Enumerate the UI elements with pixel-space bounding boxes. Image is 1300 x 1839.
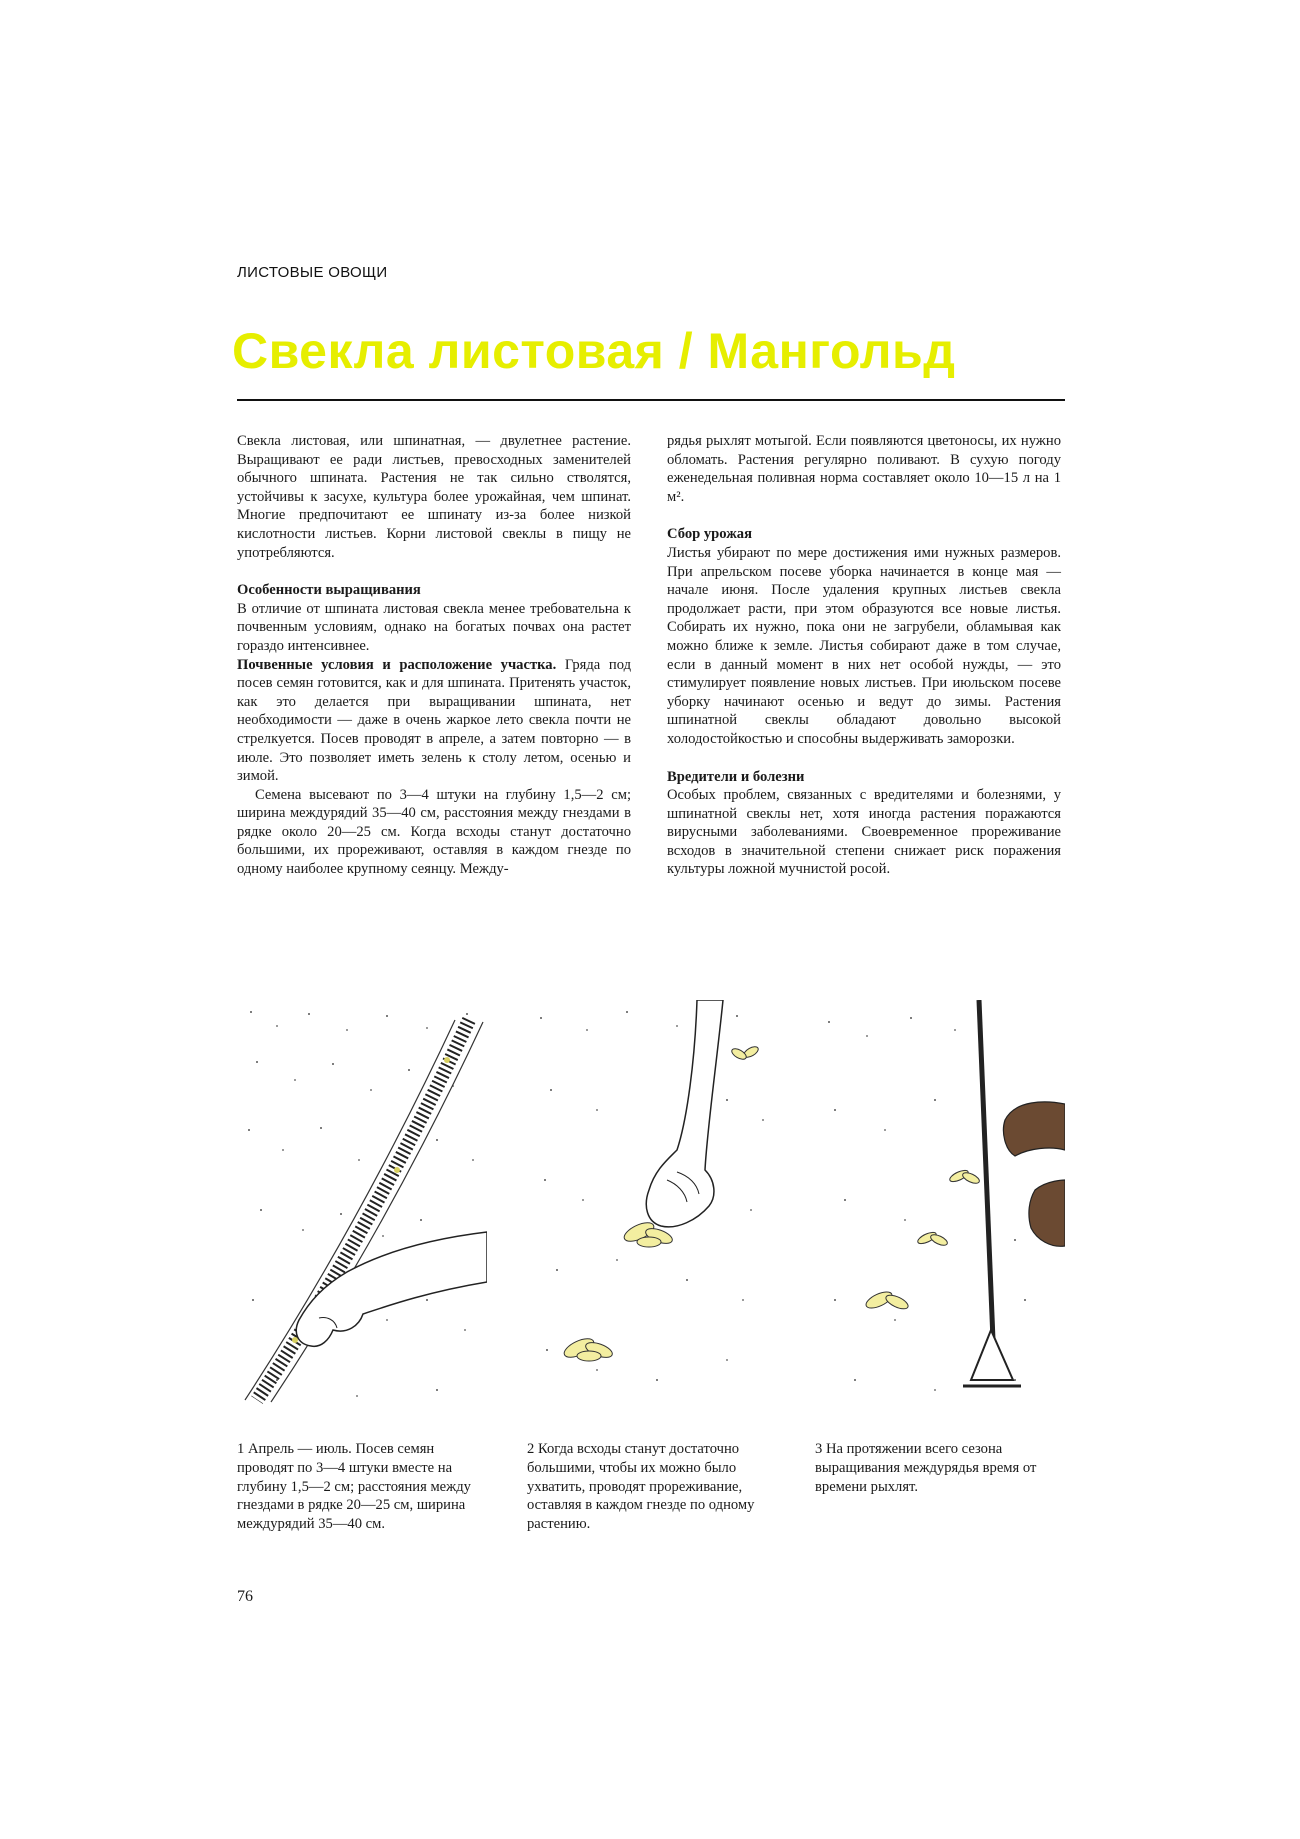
caption-3 xyxy=(815,1440,1065,1496)
soil-paragraph xyxy=(237,656,631,786)
page-number: 76 xyxy=(237,1588,253,1605)
continuation-paragraph: рядья рыхлят мотыгой. Если появляются цветоносы, их нужно обломать. Растения регулярно поливают. В сухую погоду еженедельная поливная норма составляет около 10—15 л на 1 м². xyxy=(667,433,1061,505)
thinning-hand xyxy=(646,1000,723,1227)
seedling xyxy=(562,1335,615,1361)
caption-2 xyxy=(527,1440,767,1534)
seed-drill-row xyxy=(257,1020,469,1400)
illustration-thinning xyxy=(527,1000,777,1410)
growing-heading: Особенности выращивания xyxy=(237,582,421,599)
growing-paragraph: В отличие от шпината листовая свекла менее требовательна к почвенным условиям, однако на богатых почвах она растет гораздо интенсивнее. xyxy=(237,600,631,654)
caption-1 xyxy=(237,1440,487,1534)
caption-number: 2 xyxy=(527,1441,535,1457)
harvest-heading: Сбор урожая xyxy=(667,526,753,543)
right-column xyxy=(667,432,1061,879)
harvest-paragraph: Листья убирают по мере достижения ими нужных размеров. При апрельском посеве уборка начинается в конце мая — начале июня. После удаления крупных листьев свекла продолжает расти, при этом образуются все новые листья. Собирать их нужно, пока они не загрубели, обламывая как можно ближе к земле. Листья собирают даже в том случае, если в данный момент в них нет особой нужды, — это стимулирует появление новых листьев. При июльском посеве уборку начинают осенью и ведут до зимы. Растения шпинатной свеклы обладают довольно высокой холодостойкостью и способны выдерживать заморозки. xyxy=(667,544,1061,747)
hoe-blade xyxy=(971,1330,1013,1380)
illustrations xyxy=(237,1000,1065,1410)
pests-heading: Вредители и болезни xyxy=(667,768,805,785)
hoe-handle xyxy=(979,1000,993,1340)
seedling xyxy=(948,1168,981,1185)
section-label: ЛИСТОВЫЕ ОВОЩИ xyxy=(237,264,388,281)
sowing-paragraph: Семена высевают по 3—4 штуки на глубину 1,5—2 см; ширина междурядий 35—40 см, расстояния между гнездами в рядке около 20—25 см. Когда всходы станут достаточно большими, их прореживают, оставляя в каждом гнезде по одному наиболее крупному сеянцу. Между- xyxy=(237,786,631,878)
soil-speckle xyxy=(828,1017,1026,1391)
seedling xyxy=(916,1230,949,1247)
pests-paragraph: Особых проблем, связанных с вредителями и болезнями, у шпинатной свеклы нет, хотя иногда растения поражаются вирусными заболеваниями. Своевременное прореживание всходов в значительной степени снижает риск поражения культуры ложной мучнистой росой. xyxy=(667,787,1061,878)
boot xyxy=(1003,1102,1065,1156)
left-column xyxy=(237,432,631,879)
caption-text: Апрель — июль. Посев семян проводят по 3—4 штуки вместе на глубину 1,5—2 см; расстояния между гнездами в рядке 20—25 см, ширина междурядий 35—40 см. xyxy=(237,1441,471,1533)
intro-paragraph: Свекла листовая, или шпинатная, — двулетнее растение. Выращивают ее ради листьев, превосходных заменителей обычного шпината. Растения не так сильно стволятся, устойчивы к засухе, культура более урожайная, чем шпинат. Многие предпочитают ее шпинату из-за более низкой кислотности листьев. Корни листовой свеклы в пищу не употребляются. xyxy=(237,433,631,561)
boot xyxy=(1029,1180,1065,1246)
page-title: Свекла листовая / Мангольд xyxy=(232,323,956,379)
caption-text: Когда всходы станут достаточно большими, чтобы их можно было ухватить, проводят прореживание, оставляя в каждом гнезде по одному растению. xyxy=(527,1441,755,1533)
illustration-hoeing xyxy=(815,1000,1065,1410)
soil-heading: Почвенные условия и расположение участка. xyxy=(237,656,557,673)
caption-number: 3 xyxy=(815,1441,823,1457)
seedling xyxy=(864,1289,910,1312)
sowing-hand xyxy=(296,1232,487,1346)
seedling xyxy=(730,1045,760,1062)
caption-text: На протяжении всего сезона выращивания междурядья время от времени рыхлят. xyxy=(815,1441,1037,1495)
soil-text: Гряда под посев семян готовится, как и для шпината. Притенять участок, как это делается при выращивании шпината, нет необходимости — даже в очень жаркое лето свекла почти не стрелкуется. Посев проводят в апреле, а затем повторно — в июле. Это позволяет иметь зелень к столу летом, осенью и зимой. xyxy=(237,656,631,785)
caption-number: 1 xyxy=(237,1441,245,1457)
illustration-sowing xyxy=(237,1000,487,1410)
title-rule xyxy=(237,399,1065,401)
